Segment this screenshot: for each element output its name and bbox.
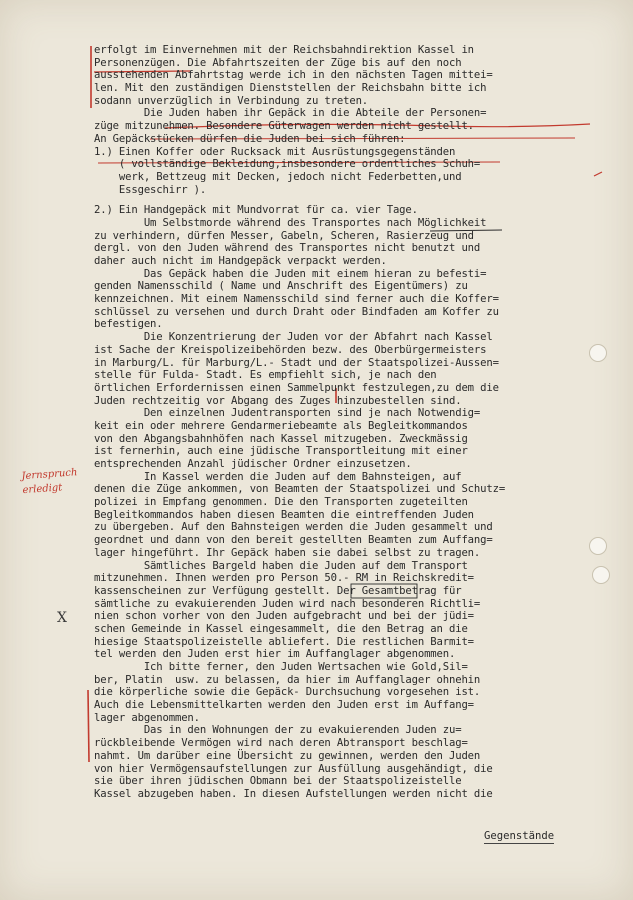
text-line: erfolgt im Einvernehmen mit der Reichsbahndirektion Kassel in <box>94 44 474 56</box>
text-line: len. Mit den zuständigen Dienststellen der Reichsbahn bitte ich <box>94 82 487 95</box>
text-line: Sämtliches Bargeld haben die Juden auf dem Transport <box>94 559 468 572</box>
text-line: züge mitzunehmen. Besondere Güterwagen werden nicht gestellt. <box>94 120 474 133</box>
margin-cross: X <box>57 610 67 626</box>
text-line: rückbleibende Vermögen wird nach deren Abtransport beschlag= <box>94 737 468 750</box>
catchword: Gegenstände <box>484 830 555 842</box>
text-line: dergl. von den Juden während des Transportes nicht benutzt und <box>94 242 481 255</box>
text-line: sodann unverzüglich in Verbindung zu treten. <box>94 94 369 107</box>
text-line: Begleitkommandos haben diesen Beamten die eintreffenden Juden <box>94 508 474 521</box>
text-line: ist Sache der Kreispolizeibehörden bezw. des Oberbürgermeisters <box>94 343 487 356</box>
text-line: örtlichen Erfordernissen einen Sammelpunkt festzulegen,zu dem die <box>94 381 499 394</box>
text-line: keit ein oder mehrere Gendarmeriebeamte als Begleitkommandos <box>94 419 468 432</box>
text-line: mitzunehmen. Ihnen werden pro Person 50.- RM in Reichskredit= <box>94 572 474 585</box>
text-line: genden Namensschild ( Name und Anschrift des Eigentümers) zu <box>94 280 468 293</box>
text-line: Kassel abzugeben haben. In diesen Aufstellungen werden nicht die <box>94 787 493 800</box>
text-line: Die Konzentrierung der Juden vor der Abfahrt nach Kassel <box>94 331 493 344</box>
text-line: lager abgenommen. <box>94 711 200 724</box>
text-line: Um Selbstmorde während des Transportes nach Möglichkeit <box>94 216 487 229</box>
text-line: schlüssel zu versehen und durch Draht oder Bindfaden am Koffer zu <box>94 305 499 318</box>
text-line: Essgeschirr ). <box>94 183 207 196</box>
text-line: Personenzügen. Die Abfahrtszeiten der Züge bis auf den noch <box>94 56 462 69</box>
text-line: In Kassel werden die Juden auf dem Bahnsteigen, auf <box>94 470 462 483</box>
text-line: tel werden den Juden erst hier im Auffanglager abgenommen. <box>94 648 456 661</box>
text-line: 1.) Einen Koffer oder Rucksack mit Ausrüstungsgegenständen <box>94 145 456 158</box>
text-line: in Marburg/L. für Marburg/L.- Stadt und der Staatspolizei-Aussen= <box>94 356 499 369</box>
text-line: ist fernerhin, auch eine jüdische Transportleitung mit einer <box>94 445 468 458</box>
text-line: ber, Platin usw. zu belassen, da hier im Auffanglager ohnehin <box>94 673 481 686</box>
text-line: kassenscheinen zur Verfügung gestellt. Der Gesamtbetrag für <box>94 584 462 597</box>
paragraph-gap <box>94 196 606 204</box>
text-line: die körperliche sowie die Gepäck- Durchsuchung vorgesehen ist. <box>94 686 481 699</box>
text-line: An Gepäckstücken dürfen die Juden bei sich führen: <box>94 132 406 145</box>
text-line: hiesige Staatspolizeistelle abliefert. Die restlichen Barmit= <box>94 635 474 648</box>
text-line: befestigen. <box>94 318 163 331</box>
text-line: Die Juden haben ihr Gepäck in die Abteile der Personen= <box>94 107 487 120</box>
text-line: ( vollständige Bekleidung,insbesondere ordentliches Schuh= <box>94 158 481 171</box>
text-line: nien schon vorher von den Juden aufgebracht und bei der jüdi= <box>94 610 474 623</box>
text-line: zu übergeben. Auf den Bahnsteigen werden die Juden gesammelt und <box>94 521 493 534</box>
text-line: kennzeichnen. Mit einem Namensschild sind ferner auch die Koffer= <box>94 293 499 306</box>
document-body <box>94 44 606 801</box>
text-line: ausstehenden Abfahrtstag werde ich in den nächsten Tagen mittei= <box>94 69 493 82</box>
text-line: Ich bitte ferner, den Juden Wertsachen wie Gold,Sil= <box>94 661 468 673</box>
text-line: sämtliche zu evakuierenden Juden wird nach besonderen Richtli= <box>94 597 481 610</box>
text-line: entsprechenden Anzahl jüdischer Ordner einzusetzen. <box>94 458 412 470</box>
margin-note: Jernspruch erledigt <box>21 467 78 497</box>
text-line: denen die Züge ankommen, von Beamten der Staatspolizei und Schutz= <box>94 483 506 496</box>
text-line: stelle für Fulda- Stadt. Es empfiehlt sich, je nach den <box>94 369 437 382</box>
text-line: werk, Bettzeug mit Decken, jedoch nicht Federbetten,und <box>94 170 462 183</box>
text-line: zu verhindern, dürfen Messer, Gabeln, Scheren, Rasierzeug und <box>94 229 474 242</box>
text-line: von hier Vermögensaufstellungen zur Ausfüllung ausgehändigt, die <box>94 762 493 775</box>
text-line: polizei in Empfang genommen. Die den Transporten zugeteilten <box>94 496 468 509</box>
text-line: Das in den Wohnungen der zu evakuierenden Juden zu= <box>94 724 462 737</box>
text-line: Juden rechtzeitig vor Abgang des Zuges hinzubestellen sind. <box>94 394 462 407</box>
text-line: daher auch nicht im Handgepäck verpackt werden. <box>94 255 387 267</box>
text-line: schen Gemeinde in Kassel eingesammelt, die den Betrag an die <box>94 622 468 635</box>
text-line: sie über ihren jüdischen Obmann bei der Staatspolizeistelle <box>94 775 462 788</box>
text-line: 2.) Ein Handgepäck mit Mundvorrat für ca. vier Tage. <box>94 204 418 217</box>
text-line: Das Gepäck haben die Juden mit einem hieran zu befesti= <box>94 267 487 280</box>
text-line: Auch die Lebensmittelkarten werden den Juden erst im Auffang= <box>94 699 474 712</box>
text-line: von den Abgangsbahnhöfen nach Kassel mitzugeben. Zweckmässig <box>94 432 468 445</box>
text-line: lager hingeführt. Ihr Gepäck haben sie dabei selbst zu tragen. <box>94 546 481 559</box>
text-line: nahmt. Um darüber eine Übersicht zu gewinnen, werden den Juden <box>94 749 481 762</box>
text-line: Den einzelnen Judentransporten sind je nach Notwendig= <box>94 407 481 420</box>
text-line: geordnet und dann von den bereit gestellten Beamten zum Auffang= <box>94 534 493 547</box>
